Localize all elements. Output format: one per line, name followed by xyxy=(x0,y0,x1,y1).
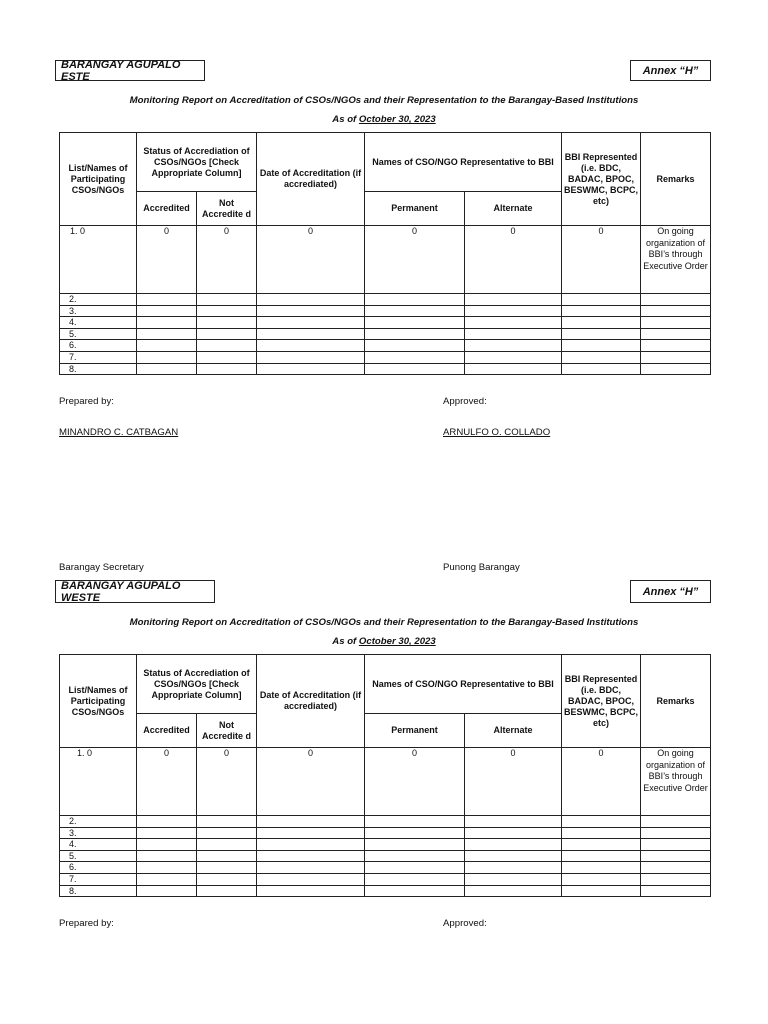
barangay-name: BARANGAY AGUPALO WESTE xyxy=(61,579,181,604)
table-row xyxy=(60,340,711,352)
report-title: Monitoring Report on Accreditation of CSOs/NGOs and their Representation to the Barangay-Based Institutions xyxy=(129,95,639,106)
table-row xyxy=(60,317,711,329)
cell-num: 4. xyxy=(60,317,137,329)
report-title: Monitoring Report on Accreditation of CSOs/NGOs and their Representation to the Barangay-Based Institutions xyxy=(129,617,639,628)
cell-date: 0 xyxy=(257,226,365,294)
header-list: List/Names of Participating CSOs/NGOs xyxy=(60,133,137,226)
cell-num: 1. 0 xyxy=(60,748,137,816)
accreditation-table xyxy=(59,654,711,897)
cell-num: 4. xyxy=(60,839,137,851)
cell-not-accredited: 0 xyxy=(197,748,257,816)
approved-label: Approved: xyxy=(443,918,487,929)
table-row xyxy=(60,748,711,816)
cell-alternate: 0 xyxy=(465,226,562,294)
annex-label: Annex “H” xyxy=(642,585,699,598)
as-of-label: As of xyxy=(332,636,357,647)
prepared-by-position: Barangay Secretary xyxy=(59,562,144,573)
cell-num: 3. xyxy=(60,827,137,839)
cell-num: 1. 0 xyxy=(60,226,137,294)
annex-label: Annex “H” xyxy=(642,64,699,77)
cell-permanent: 0 xyxy=(365,748,465,816)
cell-num: 5. xyxy=(60,850,137,862)
table-row xyxy=(60,816,711,828)
cell-num: 5. xyxy=(60,328,137,340)
cell-alternate: 0 xyxy=(465,748,562,816)
header-not-accredited: Not Accredite d xyxy=(197,714,257,748)
approved-by-name: ARNULFO O. COLLADO xyxy=(443,427,551,438)
cell-num: 3. xyxy=(60,305,137,317)
as-of-date: October 30, 2023 xyxy=(358,636,436,647)
prepared-by-name: MINANDRO C. CATBAGAN xyxy=(59,427,179,438)
header-bbi: BBI Represented (i.e. BDC, BADAC, BPOC, BESWMC, BCPC, etc) xyxy=(562,133,641,226)
cell-num: 6. xyxy=(60,340,137,352)
header-names: Names of CSO/NGO Representative to BBI xyxy=(365,133,562,192)
cell-bbi: 0 xyxy=(562,226,641,294)
as-of-line xyxy=(0,114,768,125)
header-status: Status of Accrediation of CSOs/NGOs [Check Appropriate Column] xyxy=(137,655,257,714)
header-date: Date of Accreditation (if accrediated) xyxy=(257,133,365,226)
prepared-by-label: Prepared by: xyxy=(59,918,114,929)
header-alternate: Alternate xyxy=(465,192,562,226)
header-remarks: Remarks xyxy=(641,133,711,226)
cell-num: 6. xyxy=(60,862,137,874)
table-row xyxy=(60,305,711,317)
header-remarks: Remarks xyxy=(641,655,711,748)
cell-accredited: 0 xyxy=(137,748,197,816)
table-row xyxy=(60,827,711,839)
cell-permanent: 0 xyxy=(365,226,465,294)
barangay-name: BARANGAY AGUPALO ESTE xyxy=(61,58,181,83)
cell-remarks: On going organization of BBI’s through Executive Order xyxy=(641,748,711,816)
header-status: Status of Accrediation of CSOs/NGOs [Check Appropriate Column] xyxy=(137,133,257,192)
header-not-accredited: Not Accredite d xyxy=(197,192,257,226)
cell-bbi: 0 xyxy=(562,748,641,816)
table-row xyxy=(60,351,711,363)
table-row xyxy=(60,363,711,375)
cell-num: 8. xyxy=(60,885,137,897)
header-date: Date of Accreditation (if accrediated) xyxy=(257,655,365,748)
as-of-date: October 30, 2023 xyxy=(358,114,436,125)
as-of-label: As of xyxy=(332,114,357,125)
as-of-line xyxy=(0,636,768,647)
annex-box xyxy=(630,580,711,603)
barangay-name-box xyxy=(55,580,215,603)
cell-num: 8. xyxy=(60,363,137,375)
table-row xyxy=(60,328,711,340)
table-row xyxy=(60,885,711,897)
cell-accredited: 0 xyxy=(137,226,197,294)
cell-num: 7. xyxy=(60,351,137,363)
cell-num: 7. xyxy=(60,873,137,885)
table-row xyxy=(60,294,711,306)
header-permanent: Permanent xyxy=(365,192,465,226)
cell-num: 2. xyxy=(60,816,137,828)
annex-box xyxy=(630,60,711,81)
table-row xyxy=(60,839,711,851)
table-row xyxy=(60,850,711,862)
header-accredited: Accredited xyxy=(137,192,197,226)
header-names: Names of CSO/NGO Representative to BBI xyxy=(365,655,562,714)
header-alternate: Alternate xyxy=(465,714,562,748)
table-row xyxy=(60,873,711,885)
cell-date: 0 xyxy=(257,748,365,816)
header-permanent: Permanent xyxy=(365,714,465,748)
header-bbi: BBI Represented (i.e. BDC, BADAC, BPOC, BESWMC, BCPC, etc) xyxy=(562,655,641,748)
table-row xyxy=(60,862,711,874)
header-accredited: Accredited xyxy=(137,714,197,748)
table-row xyxy=(60,226,711,294)
cell-num: 2. xyxy=(60,294,137,306)
accreditation-table xyxy=(59,132,711,375)
approved-label: Approved: xyxy=(443,396,487,407)
cell-remarks: On going organization of BBI’s through Executive Order xyxy=(641,226,711,294)
header-list: List/Names of Participating CSOs/NGOs xyxy=(60,655,137,748)
barangay-name-box xyxy=(55,60,205,81)
cell-not-accredited: 0 xyxy=(197,226,257,294)
approved-by-position: Punong Barangay xyxy=(443,562,520,573)
prepared-by-label: Prepared by: xyxy=(59,396,114,407)
